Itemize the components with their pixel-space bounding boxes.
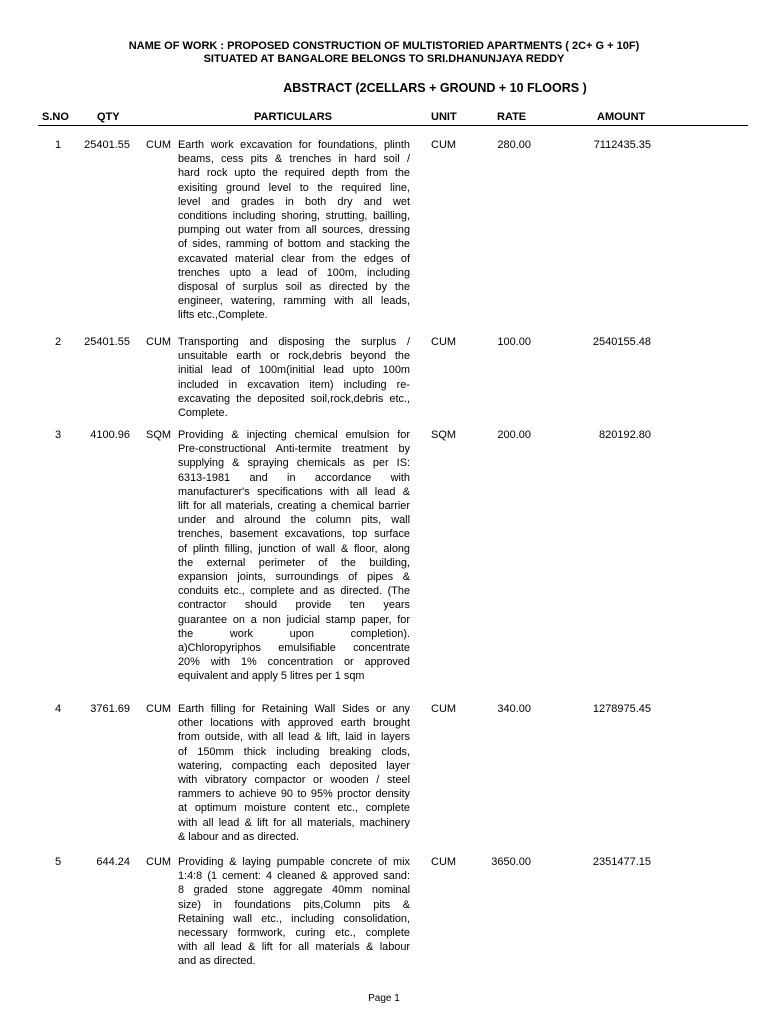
description-line: size) in foundations pits,Column pits & xyxy=(178,898,410,911)
item-unit: CUM xyxy=(431,856,457,868)
col-header-sno: S.NO xyxy=(42,111,69,123)
abstract-heading: ABSTRACT (2CELLARS + GROUND + 10 FLOORS ) xyxy=(283,81,587,95)
description-line: Earth filling for Retaining Wall Sides or any xyxy=(178,703,410,715)
description-line: manufacturer's specifications with all lead & xyxy=(178,485,410,498)
description-line: 6313-1981 and in accordance with xyxy=(178,471,410,484)
item-amount: 1278975.45 xyxy=(592,703,651,715)
item-rate: 280.00 xyxy=(497,139,531,151)
description-line: the work upon completion). xyxy=(178,627,410,640)
description-line: of sides, ramming of bottom and stacking the xyxy=(178,238,410,251)
description-line: Pre-constructional Anti-termite treatment by xyxy=(178,443,410,456)
description-line: expansion joints, surroundings of pipes & xyxy=(178,571,410,584)
item-sno: 1 xyxy=(54,139,62,151)
description-line: necessary formwork, curing etc., complete xyxy=(178,927,410,940)
item-sno: 5 xyxy=(54,856,62,868)
work-location-title: SITUATED AT BANGALORE BELONGS TO SRI.DHANUNJAYA REDDY xyxy=(203,53,565,65)
item-rate: 200.00 xyxy=(497,429,531,441)
description-line: at optimum moisture content etc., complete xyxy=(178,802,410,815)
item-qty-unit: CUM xyxy=(146,703,172,715)
col-header-unit: UNIT xyxy=(431,111,457,123)
description-line: disposal of surplus soil as directed by the xyxy=(178,281,410,294)
description-line: conditions including shoring, strutting, bailling, xyxy=(178,210,410,223)
description-line: with vibratory compactor or wooden / steel xyxy=(178,774,410,787)
description-line: Earth work excavation for foundations, plinth xyxy=(178,139,410,151)
description-line: engineer, watering, ramming with all leads, xyxy=(178,295,410,308)
description-line: with all lead & lift for all materials & labour xyxy=(178,941,410,954)
item-qty-unit: CUM xyxy=(146,856,172,868)
item-description xyxy=(178,428,410,684)
description-line: 20% with 1% concentration or approved xyxy=(178,656,410,669)
description-line: conduits etc., complete and as directed. (The xyxy=(178,585,410,598)
item-qty: 644.24 xyxy=(96,856,130,868)
item-qty: 3761.69 xyxy=(90,703,130,715)
description-line: the external perimeter of the building, xyxy=(178,556,410,569)
item-amount: 2540155.48 xyxy=(592,336,651,348)
description-line: included in excavation item) including re- xyxy=(178,378,410,391)
description-line: trenches upto a lead of 100m, including xyxy=(178,266,410,279)
description-line: from outside, with all lead & lift, laid in layers xyxy=(178,731,410,744)
page-number: Page 1 xyxy=(368,993,400,1004)
col-header-particulars: PARTICULARS xyxy=(254,111,333,123)
item-amount: 2351477.15 xyxy=(592,856,651,868)
description-line: & labour and as directed. xyxy=(178,830,300,843)
item-description xyxy=(178,138,410,323)
col-header-rate: RATE xyxy=(497,111,527,123)
description-line: under and alround the column pits, wall xyxy=(178,514,410,527)
description-line: excavating the deposited soil,rock,debris etc., xyxy=(178,392,410,405)
item-qty: 4100.96 xyxy=(90,429,130,441)
description-line: hard rock upto the required depth from the xyxy=(178,167,410,180)
description-line: unsuitable earth or rock,debris beyond the xyxy=(178,350,410,363)
item-qty: 25401.55 xyxy=(84,139,130,151)
item-unit: CUM xyxy=(431,703,457,715)
description-line: of plinth filling, junction of wall & floor, along xyxy=(178,542,410,555)
description-line: Transporting and disposing the surplus / xyxy=(178,336,410,348)
description-line: beams, cess pits & trenches in hard soil / xyxy=(178,153,410,166)
item-sno: 4 xyxy=(54,703,62,715)
description-line: guarantee on a non judicial stamp paper, for xyxy=(178,613,410,626)
col-header-qty: QTY xyxy=(97,111,120,123)
item-description xyxy=(178,335,410,420)
description-line: rammers to achieve 90 to 95% proctor density xyxy=(178,788,410,801)
description-line: 8 graded stone aggregate 40mm nominal xyxy=(178,884,410,897)
description-line: Retaining wall etc., including consolidation, xyxy=(178,912,410,925)
description-line: supplying & spraying chemicals as per IS: xyxy=(178,457,410,470)
item-description xyxy=(178,702,410,844)
item-qty-unit: CUM xyxy=(146,336,172,348)
description-line: initial lead of 100m(initial lead upto 100m xyxy=(178,364,410,377)
description-line: Providing & laying pumpable concrete of mix xyxy=(178,856,410,868)
item-unit: CUM xyxy=(431,336,457,348)
description-line: lifts etc.,Complete. xyxy=(178,309,268,322)
description-line: contractor should provide ten years xyxy=(178,599,410,612)
item-qty-unit: CUM xyxy=(146,139,172,151)
item-rate: 340.00 xyxy=(497,703,531,715)
item-unit: SQM xyxy=(431,429,457,441)
description-line: Complete. xyxy=(178,407,228,420)
item-qty: 25401.55 xyxy=(84,336,130,348)
item-rate: 100.00 xyxy=(497,336,531,348)
description-line: with all lead & lift for all materials, machinery xyxy=(178,816,410,829)
description-line: pumping out water from all sources, dressing xyxy=(178,224,410,237)
description-line: Providing & injecting chemical emulsion for xyxy=(178,429,410,441)
item-sno: 3 xyxy=(54,429,62,441)
description-line: excavated material clear from the edges of xyxy=(178,252,410,265)
item-amount: 7112435.35 xyxy=(593,139,651,151)
description-line: lift for all materials, creating a chemical barrier xyxy=(178,500,410,513)
work-name-title: NAME OF WORK : PROPOSED CONSTRUCTION OF MULTISTORIED APARTMENTS ( 2C+ G + 10F) xyxy=(128,40,640,52)
description-line: 1:4:8 (1 cement: 4 cleaned & approved sand: xyxy=(178,870,410,883)
item-amount: 820192.80 xyxy=(599,429,651,441)
description-line: equivalent and apply 5 litres per 1 sqm xyxy=(178,670,365,683)
description-line: a)Chloropyriphos emulsifiable concentrate xyxy=(178,642,410,655)
item-sno: 2 xyxy=(54,336,62,348)
description-line: exisiting ground level to the required line, xyxy=(178,181,410,194)
item-unit: CUM xyxy=(431,139,457,151)
description-line: watering, compacting each deposited layer xyxy=(178,759,410,772)
col-header-amount: AMOUNT xyxy=(597,111,646,123)
description-line: level and grades in both dry and wet xyxy=(178,195,410,208)
description-line: other locations with approved earth brought xyxy=(178,717,410,730)
item-rate: 3650.00 xyxy=(491,856,531,868)
description-line: and as directed. xyxy=(178,955,256,968)
item-qty-unit: SQM xyxy=(146,429,172,441)
description-line: of 150mm thick including breaking clods, xyxy=(178,745,410,758)
item-description xyxy=(178,855,410,969)
header-rule xyxy=(38,125,748,126)
description-line: trenches, basement excavations, top surface xyxy=(178,528,410,541)
